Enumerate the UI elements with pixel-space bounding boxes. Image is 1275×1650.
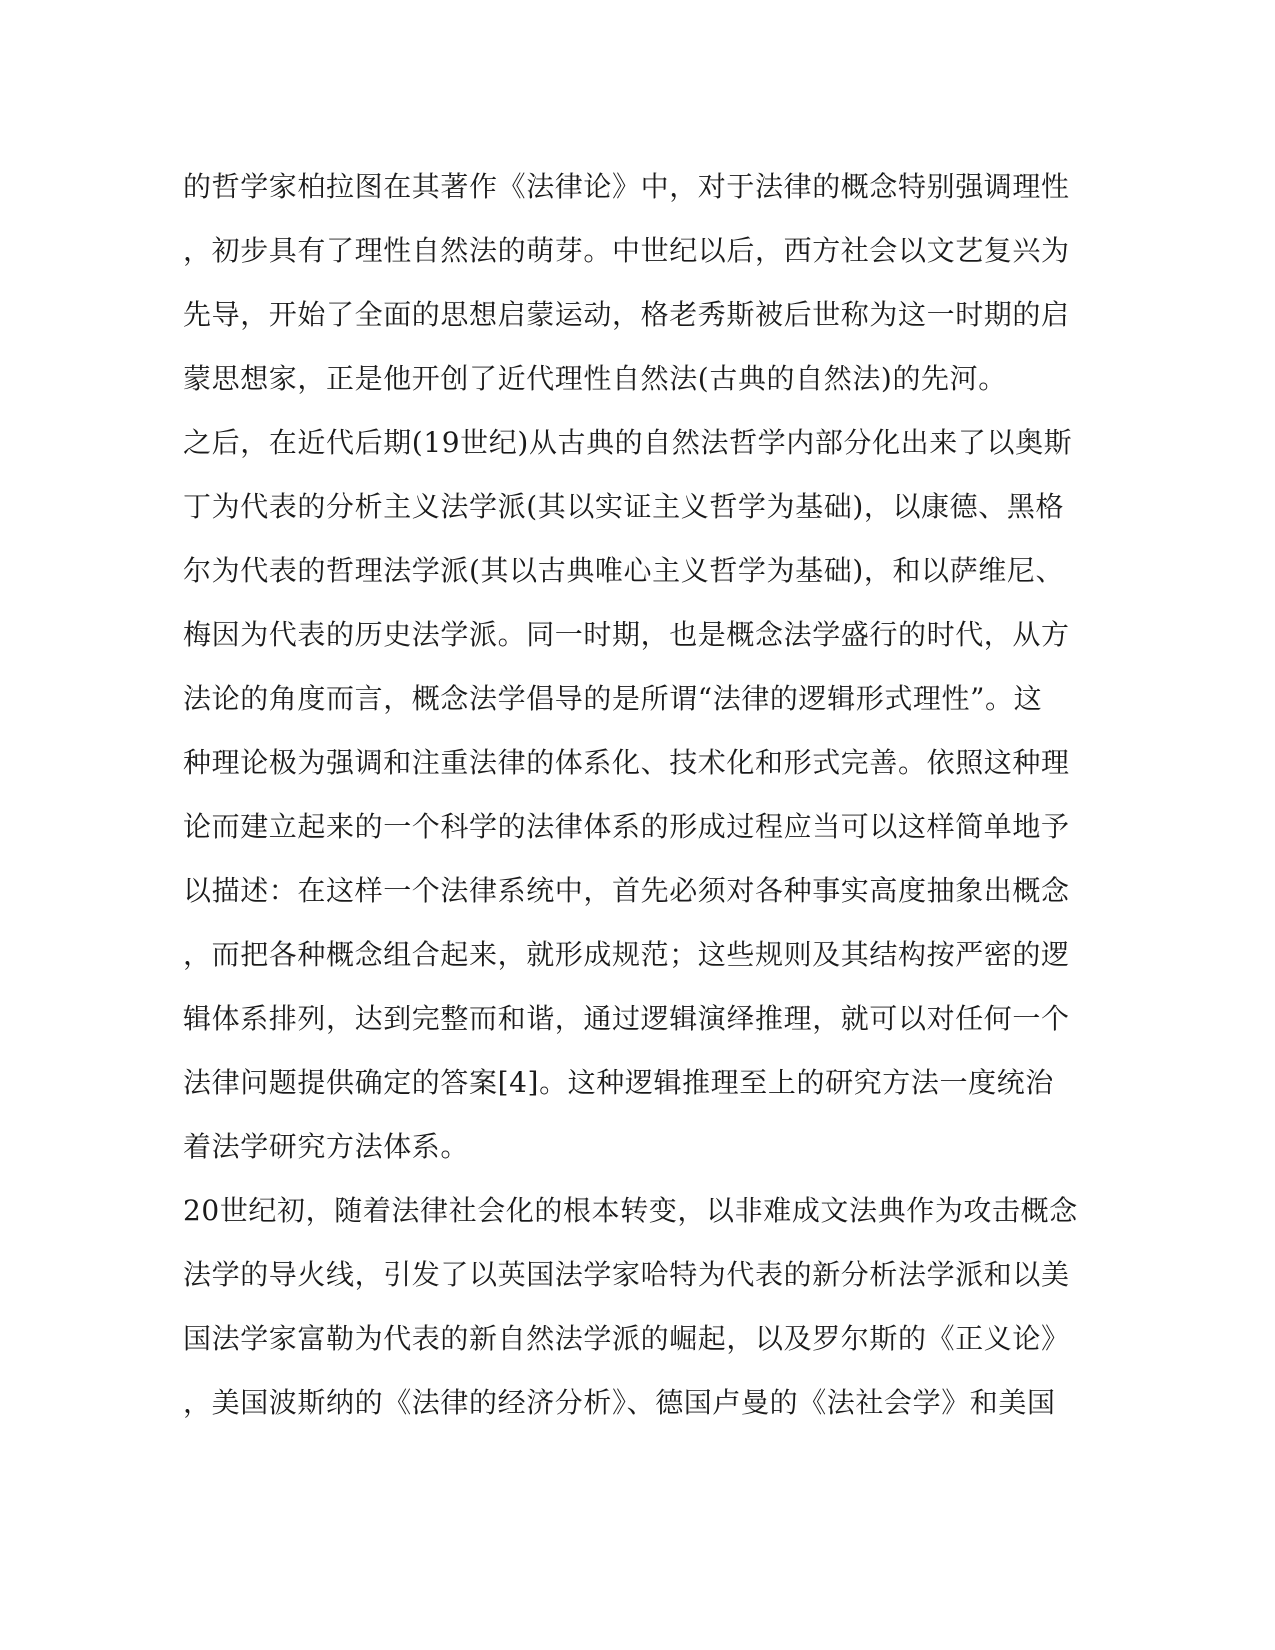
- text-line: 法律问题提供确定的答案[4]。这种逻辑推理至上的研究方法一度统治: [183, 1066, 1054, 1099]
- text-line: 20世纪初，随着法律社会化的根本转变，以非难成文法典作为攻击概念: [183, 1194, 1078, 1227]
- text-line: 着法学研究方法体系。: [183, 1130, 470, 1163]
- text-line: 尔为代表的哲理法学派(其以古典唯心主义哲学为基础)，和以萨维尼、: [183, 554, 1065, 587]
- text-line: 先导，开始了全面的思想启蒙运动，格老秀斯被后世称为这一时期的启: [183, 298, 1070, 331]
- text-line: 法论的角度而言，概念法学倡导的是所谓“法律的逻辑形式理性”。这: [183, 682, 1043, 715]
- text-line: 法学的导火线，引发了以英国法学家哈特为代表的新分析法学派和以美: [183, 1258, 1070, 1291]
- text-line: 蒙思想家，正是他开创了近代理性自然法(古典的自然法)的先河。: [183, 362, 1007, 395]
- text-line: 的哲学家柏拉图在其著作《法律论》中，对于法律的概念特别强调理性: [183, 170, 1070, 203]
- text-line: 国法学家富勒为代表的新自然法学派的崛起，以及罗尔斯的《正义论》: [183, 1322, 1070, 1355]
- body-text: [183, 155, 1103, 1435]
- text-line: 梅因为代表的历史法学派。同一时期，也是概念法学盛行的时代，从方: [183, 618, 1070, 651]
- text-line: ，初步具有了理性自然法的萌芽。中世纪以后，西方社会以文艺复兴为: [183, 234, 1070, 267]
- text-line: 之后，在近代后期(19世纪)从古典的自然法哲学内部分化出来了以奥斯: [183, 426, 1073, 459]
- text-line: ，美国波斯纳的《法律的经济分析》、德国卢曼的《法社会学》和美国: [183, 1386, 1056, 1419]
- text-line: 以描述：在这样一个法律系统中，首先必须对各种事实高度抽象出概念: [183, 874, 1070, 907]
- text-line: 论而建立起来的一个科学的法律体系的形成过程应当可以这样简单地予: [183, 810, 1070, 843]
- text-line: 种理论极为强调和注重法律的体系化、技术化和形式完善。依照这种理: [183, 746, 1070, 779]
- text-line: ，而把各种概念组合起来，就形成规范；这些规则及其结构按严密的逻: [183, 938, 1070, 971]
- text-line: 丁为代表的分析主义法学派(其以实证主义哲学为基础)，以康德、黑格: [183, 490, 1065, 523]
- text-line: 辑体系排列，达到完整而和谐，通过逻辑演绎推理，就可以对任何一个: [183, 1002, 1070, 1035]
